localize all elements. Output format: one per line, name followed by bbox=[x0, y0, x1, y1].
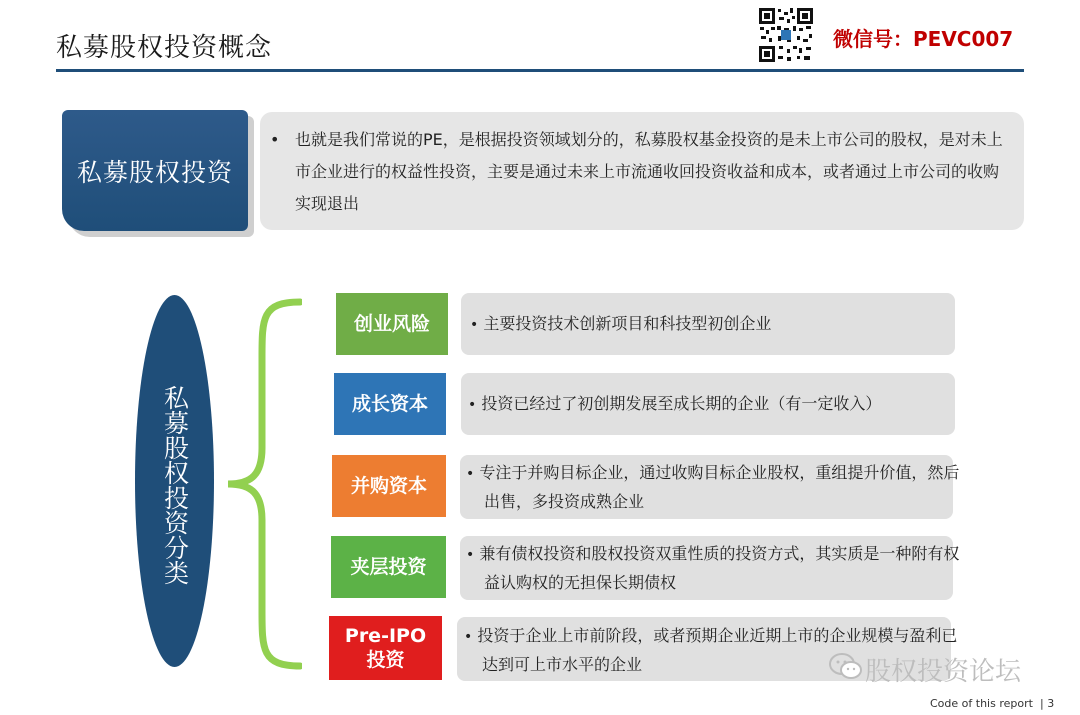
definition-bullet: • bbox=[270, 130, 280, 149]
classification-label: 私募股权投资分类 bbox=[160, 385, 190, 585]
category-mezzanine-desc: • 兼有债权投资和股权投资双重性质的投资方式，其实质是一种附有权益认购权的无担保长期债权 bbox=[466, 544, 960, 592]
qr-code-icon bbox=[757, 6, 815, 64]
category-buyout-desc-text: 专注于并购目标企业，通过收购目标企业股权，重组提升价值，然后出售，多投资成熟企业 bbox=[479, 463, 960, 511]
definition-text: 也就是我们常说的PE，是根据投资领域划分的，私募股权基金投资的是未上市公司的股权，是对未上市企业进行的权益性投资，主要是通过未来上市流通收回投资收益和成本，或者通过上市公司的收购实现退出 bbox=[295, 130, 1003, 213]
category-preipo-label-line1: Pre-IPO bbox=[344, 625, 427, 647]
curly-brace-icon bbox=[222, 298, 302, 670]
category-mezzanine-desc-text: 兼有债权投资和股权投资双重性质的投资方式，其实质是一种附有权益认购权的无担保长期债权 bbox=[479, 544, 960, 592]
category-growth-box bbox=[334, 373, 446, 435]
category-growth-label: 成长资本 bbox=[351, 393, 428, 415]
page-title: 私募股权投资概念 bbox=[56, 33, 273, 63]
category-buyout-label: 并购资本 bbox=[350, 475, 427, 497]
category-preipo-desc: • 投资于企业上市前阶段，或者预期企业近期上市的企业规模与盈利已达到可上市水平的企业 bbox=[464, 626, 958, 674]
wechat-icon bbox=[829, 652, 863, 682]
category-venture-label: 创业风险 bbox=[353, 313, 430, 335]
header-divider bbox=[56, 69, 1024, 72]
category-venture-desc-text: 主要投资技术创新项目和科技型初创企业 bbox=[483, 314, 772, 333]
category-growth-desc: • 投资已经过了初创期发展至成长期的企业（有一定收入） bbox=[468, 394, 882, 413]
category-preipo-box bbox=[329, 616, 442, 680]
wechat-id: 微信号：PEVC007 bbox=[833, 27, 1014, 51]
category-growth-desc-text: 投资已经过了初创期发展至成长期的企业（有一定收入） bbox=[481, 394, 882, 413]
category-preipo-desc-text: 投资于企业上市前阶段，或者预期企业近期上市的企业规模与盈利已达到可上市水平的企业 bbox=[477, 626, 958, 674]
category-venture-box bbox=[336, 293, 448, 355]
category-preipo-label-line2: 投资 bbox=[366, 649, 405, 671]
definition-label-box bbox=[62, 110, 248, 231]
definition-label: 私募股权投资 bbox=[76, 157, 233, 187]
category-venture-desc: • 主要投资技术创新项目和科技型初创企业 bbox=[470, 314, 772, 333]
footer-report-code: Code of this report bbox=[930, 697, 1033, 710]
category-buyout-box bbox=[332, 455, 446, 517]
footer-page-number: | 3 bbox=[1040, 697, 1055, 710]
watermark-text: 股权投资论坛 bbox=[865, 657, 1022, 687]
category-mezzanine-box bbox=[331, 536, 446, 598]
category-mezzanine-label: 夹层投资 bbox=[350, 556, 427, 578]
category-buyout-desc: • 专注于并购目标企业，通过收购目标企业股权，重组提升价值，然后出售，多投资成熟企业 bbox=[466, 463, 960, 511]
